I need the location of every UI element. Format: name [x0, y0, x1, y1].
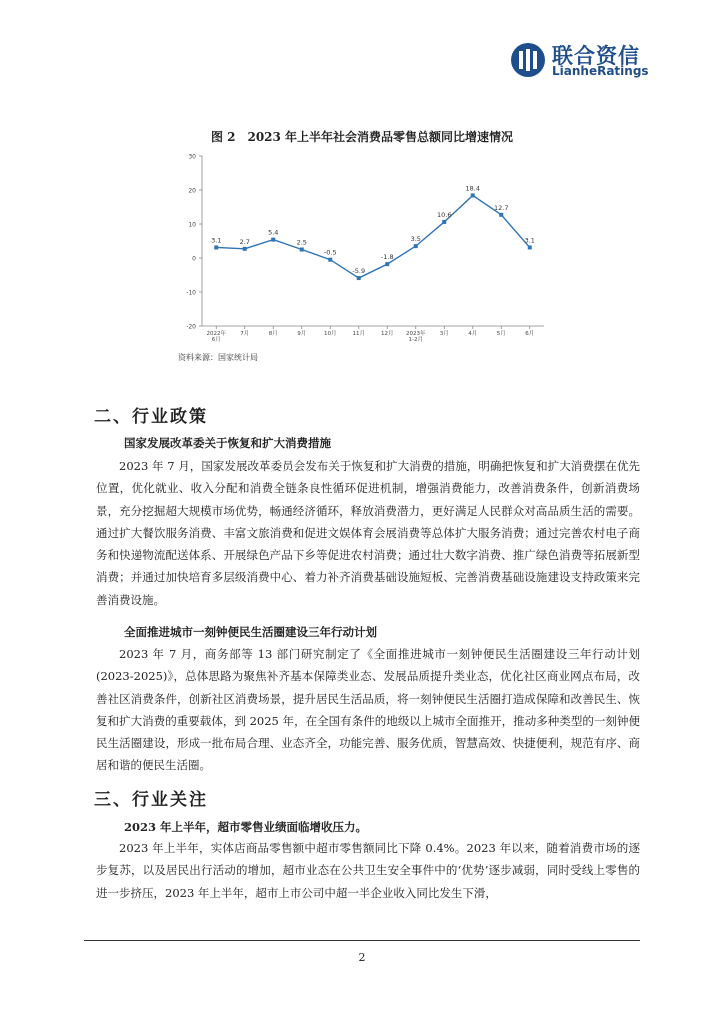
- x-tick-label: 9月: [297, 331, 307, 337]
- logo-chinese-name: 联合资信: [552, 44, 640, 68]
- y-tick-label: -10: [186, 289, 196, 297]
- x-tick-label: 7月: [240, 331, 250, 337]
- x-tick-label: 5月: [496, 331, 506, 337]
- subheading-supermarket-pressure: 2023 年上半年，超市零售业绩面临增收压力。: [124, 820, 368, 834]
- lianhe-ratings-logo: [510, 40, 670, 82]
- data-label: -5.9: [352, 267, 366, 276]
- data-point: [414, 244, 418, 248]
- data-label: 3.5: [410, 235, 421, 244]
- x-tick-label: 6月: [525, 331, 535, 337]
- data-label: -1.8: [380, 253, 394, 262]
- data-point: [385, 262, 389, 266]
- data-label: 2.5: [296, 238, 307, 247]
- paragraph-living-circle-plan: 2023 年 7 月，商务部等 13 部门研究制定了《全面推进城市一刻钟便民生活圈建设三年行动计划(2023-2025)》，总体思路为聚焦补齐基本保障类业态、发展品质提升类业态，优化社区商业网点布局，改善社区消费条件，创新社区消费场景，提升居民生活品质，将一刻钟便民生活圈打造成保障和改善民生、恢复和扩大消费的重要载体，到 2025 年，在全国有条件的地级以上城市全面推开，推动多种类型的一刻钟便民生活圈建设，形成一批布局合理、业态齐全，功能完善、服务优质，智慧高效、快捷便利，规范有序、商居和谐的便民生活圈。: [96, 647, 640, 773]
- data-point: [528, 245, 532, 249]
- x-tick-label: 4月: [468, 331, 478, 337]
- y-tick-label: 10: [188, 221, 196, 229]
- figure-source: 资料来源：国家统计局: [178, 353, 258, 362]
- data-point: [271, 238, 275, 242]
- paragraph-consumption-measures: 2023 年 7 月，国家发展改革委员会发布关于恢复和扩大消费的措施，明确把恢复和扩大消费摆在优先位置，优化就业、收入分配和消费全链条良性循环促进机制，增强消费能力，改善消费条件，创新消费场景，充分挖掘超大规模市场优势，畅通经济循环，释放消费潜力，更好满足人民群众对高品质生活的需要。通过扩大餐饮服务消费、丰富文旅消费和促进文娱体育会展消费等总体扩大服务消费；通过完善农村电子商务和快递物流配送体系、开展绿色产品下乡等促进农村消费；通过壮大数字消费、推广绿色消费等拓展新型消费；并通过加快培育多层级消费中心、着力补齐消费基础设施短板、完善消费基础设施建设支持政策来完善消费设施。: [96, 459, 640, 607]
- data-point: [499, 213, 503, 217]
- x-tick-label: 2022年 6月: [206, 331, 226, 343]
- y-tick-label: 30: [188, 153, 196, 161]
- data-point: [328, 258, 332, 262]
- data-point: [214, 245, 218, 249]
- section-heading-focus: 三、行业关注: [94, 790, 208, 810]
- data-label: 12.7: [494, 203, 509, 212]
- data-point: [357, 276, 361, 280]
- data-label: 2.7: [239, 237, 250, 246]
- section-heading-policy: 二、行业政策: [94, 407, 208, 427]
- retail-sales-growth-chart: [172, 148, 552, 348]
- y-tick-label: 0: [192, 255, 196, 263]
- data-point: [300, 248, 304, 252]
- data-label: 5.4: [268, 228, 279, 237]
- subheading-consumption-measures: 国家发展改革委关于恢复和扩大消费措施: [124, 436, 331, 450]
- x-tick-label: 8月: [268, 331, 278, 337]
- footer-divider: [84, 940, 640, 941]
- data-label: 3.1: [211, 236, 222, 245]
- series-line: [216, 195, 530, 278]
- x-tick-label: 12月: [381, 331, 394, 337]
- x-tick-label: 2023年 1-2月: [406, 331, 426, 343]
- y-tick-label: 20: [188, 187, 196, 195]
- data-point: [442, 220, 446, 224]
- x-tick-label: 11月: [352, 331, 365, 337]
- y-tick-label: -20: [186, 323, 196, 331]
- x-tick-label: 3月: [439, 331, 449, 337]
- lianhe-logo-icon: [510, 42, 546, 78]
- data-label: -0.5: [323, 248, 337, 257]
- data-point: [243, 247, 247, 251]
- subheading-living-circle-plan: 全面推进城市一刻钟便民生活圈建设三年行动计划: [124, 625, 377, 639]
- page-number: 2: [358, 951, 366, 964]
- figure-title: 图 2 2023 年上半年社会消费品零售总额同比增速情况: [210, 130, 514, 144]
- data-point: [471, 193, 475, 197]
- paragraph-supermarket-pressure: 2023 年上半年，实体店商品零售额中超市零售额同比下降 0.4%。2023 年以来，随着消费市场的逐步复苏，以及居民出行活动的增加，超市业态在公共卫生安全事件中的‘优势’逐步减弱，同时受线上零售的进一步挤压，2023 年上半年，超市上市公司中超一半企业收入同比发生下滑，: [96, 841, 640, 900]
- data-label: 3.1: [524, 236, 535, 245]
- x-tick-label: 10月: [324, 331, 337, 337]
- data-label: 18.4: [465, 184, 480, 193]
- logo-english-name: LianheRatings: [552, 64, 649, 78]
- data-label: 10.6: [437, 210, 452, 219]
